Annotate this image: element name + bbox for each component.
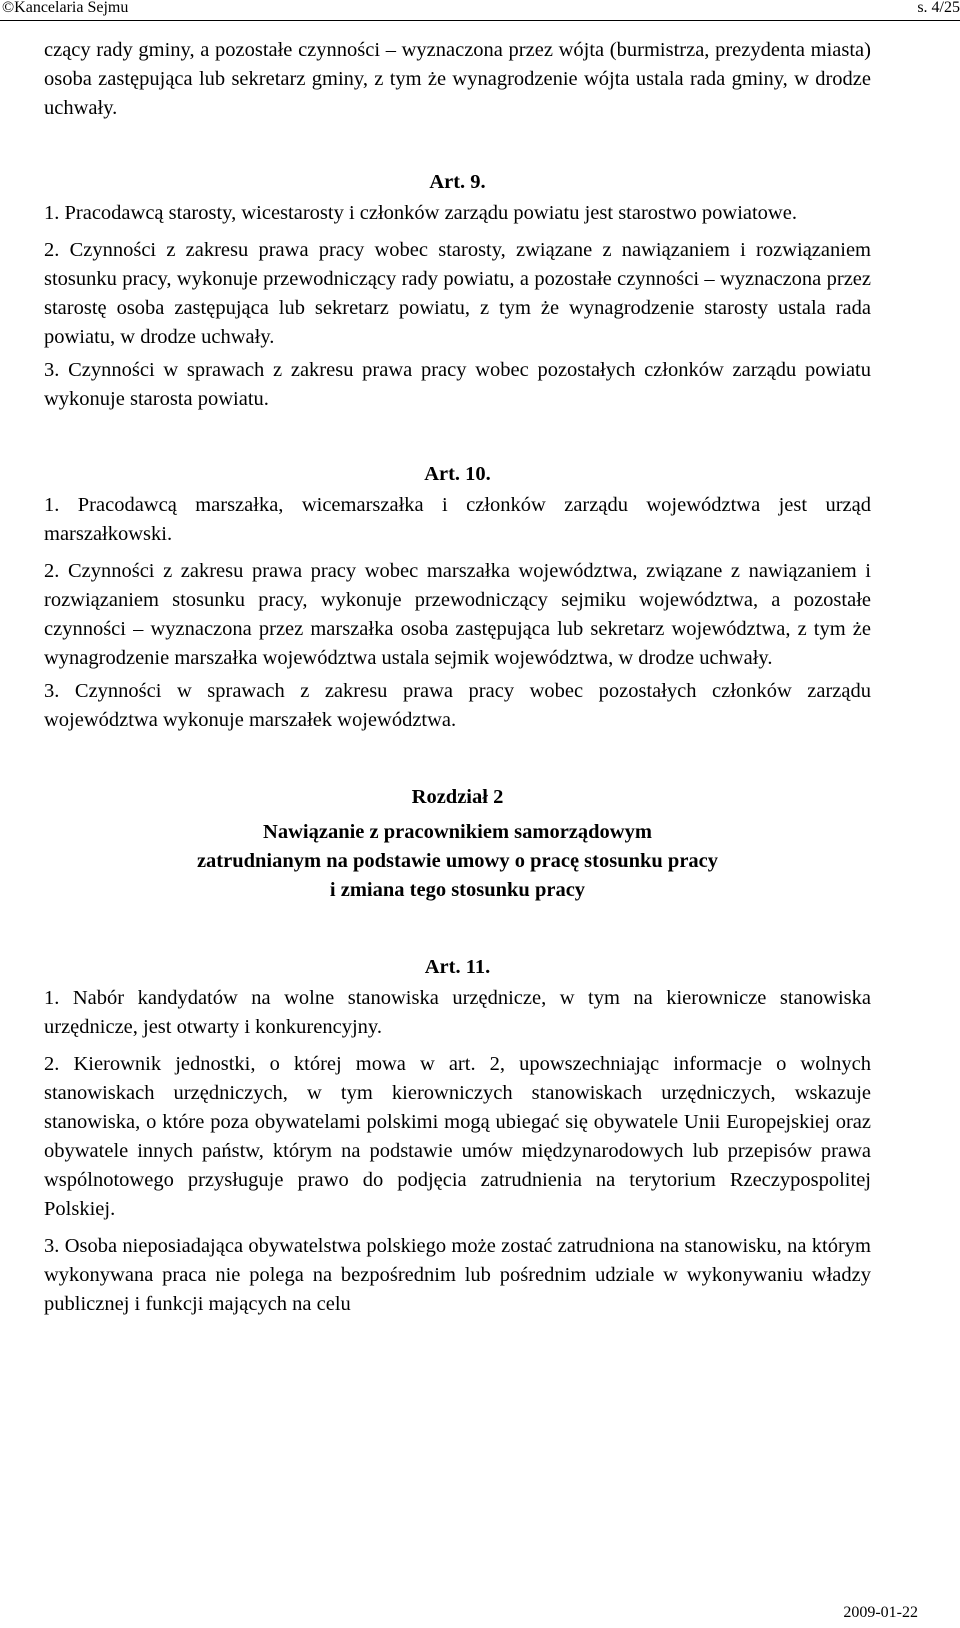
chapter-title-line-1: Nawiązanie z pracownikiem samorządowym xyxy=(263,821,652,843)
document-body xyxy=(44,36,871,1319)
art-11-paragraph-2: 2. Kierownik jednostki, o której mowa w art. 2, upowszechniając informacje o wolnych stanowiskach urzędniczych, w tym kierowniczych stanowiskach urzędniczych, wskazuje stanowiska, o które poza obywatelami polskimi mogą ubiegać się obywatele Unii Europejskiej oraz obywatele innych państw, którym na podstawie umów międzynarodowych lub przepisów prawa wspólnotowego przysługuje prawo do podjęcia zatrudnienia na terytorium Rzeczypospolitej Polskiej. xyxy=(44,1053,871,1220)
art-9-title: Art. 9. xyxy=(429,171,486,193)
art-11-paragraph-1: 1. Nabór kandydatów na wolne stanowiska urzędnicze, w tym na kierownicze stanowiska urzędnicze, jest otwarty i konkurencyjny. xyxy=(44,987,871,1038)
art-10-paragraph-2: 2. Czynności z zakresu prawa pracy wobec marszałka województwa, związane z nawiązaniem i rozwiązaniem stosunku pracy, wykonuje przewodniczący sejmiku województwa, a pozostałe czynności – wyznaczona przez marszałka osoba zastępująca lub sekretarz województwa, z tym że wynagrodzenie marszałka województwa ustala sejmik województwa, w drodze uchwały. xyxy=(44,560,871,669)
art-11-title: Art. 11. xyxy=(424,956,491,978)
art-9-paragraph-1: 1. Pracodawcą starosty, wicestarosty i członków zarządu powiatu jest starostwo powiatowe. xyxy=(44,202,797,224)
document-date: 2009-01-22 xyxy=(843,1604,918,1621)
art-10-paragraph-3: 3. Czynności w sprawach z zakresu prawa pracy wobec pozostałych członków zarządu województwa wykonuje marszałek województwa. xyxy=(44,680,871,731)
chapter-title-line-3: i zmiana tego stosunku pracy xyxy=(329,879,586,901)
art-9-paragraph-3: 3. Czynności w sprawach z zakresu prawa pracy wobec pozostałych członków zarządu powiatu wykonuje starosta powiatu. xyxy=(44,359,871,410)
art-9-paragraph-2: 2. Czynności z zakresu prawa pracy wobec starosty, związane z nawiązaniem i rozwiązaniem stosunku pracy, wykonuje przewodniczący rady powiatu, a pozostałe czynności – wyznaczona przez starostę osoba zastępująca lub sekretarz powiatu, z tym że wynagrodzenie starosty ustala rada powiatu, w drodze uchwały. xyxy=(44,239,871,348)
page-header xyxy=(0,0,960,22)
art-10-title: Art. 10. xyxy=(424,463,491,485)
chapter-number: Rozdział 2 xyxy=(411,786,504,808)
header-divider xyxy=(0,20,960,21)
intro-paragraph: czący rady gminy, a pozostałe czynności – wyznaczona przez wójta (burmistrza, prezydenta miasta) osoba zastępująca lub sekretarz gminy, z tym że wynagrodzenie wójta ustala rada gminy, w drodze uchwały. xyxy=(44,39,871,119)
art-11-paragraph-3: 3. Osoba nieposiadająca obywatelstwa polskiego może zostać zatrudniona na stanowisku, na którym wykonywana praca nie polega na bezpośrednim lub pośrednim udziale w wykonywaniu władzy publicznej i funkcji mających na celu xyxy=(44,1235,871,1315)
copyright-label: ©Kancelaria Sejmu xyxy=(2,0,129,16)
art-10-paragraph-1: 1. Pracodawcą marszałka, wicemarszałka i członków zarządu województwa jest urząd marszałkowski. xyxy=(44,494,871,545)
page-number: s. 4/25 xyxy=(917,0,960,16)
chapter-title-line-2: zatrudnianym na podstawie umowy o pracę stosunku pracy xyxy=(196,850,719,872)
